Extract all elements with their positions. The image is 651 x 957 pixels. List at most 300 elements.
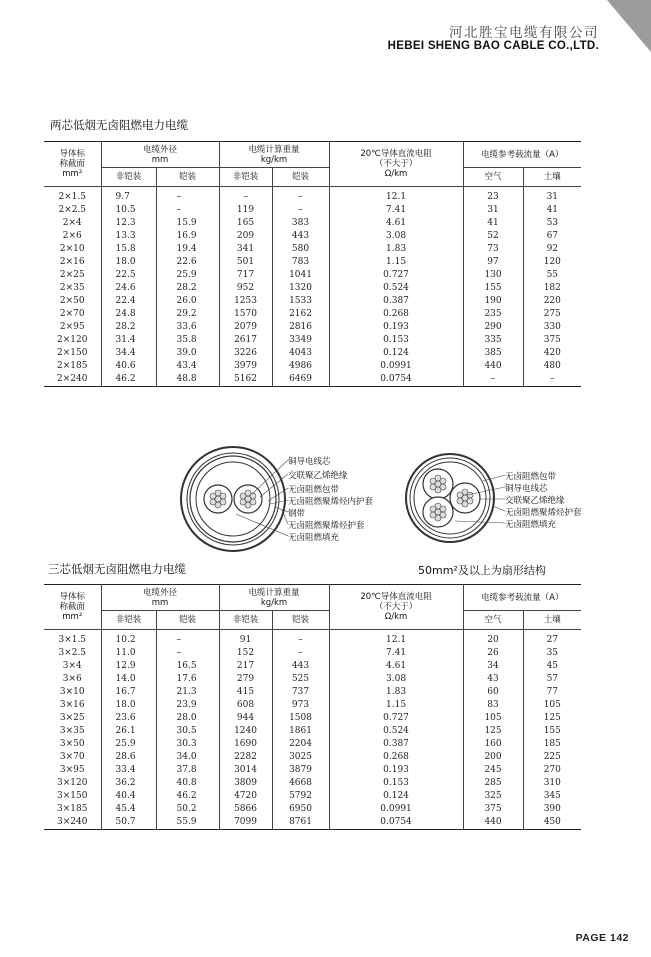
weight-unarmored-cell: –: [219, 191, 272, 204]
od-unarmored-cell: 31.4: [101, 334, 156, 347]
weight-armored-cell: 1533: [272, 295, 329, 308]
ampacity-soil-cell: 345: [523, 790, 581, 803]
od-armored-cell: 55.9: [156, 816, 219, 830]
weight-unarmored-cell: 341: [219, 243, 272, 256]
two-core-cable-diagram: [178, 444, 288, 554]
ampacity-air-cell: 245: [463, 764, 523, 777]
od-armored-cell: 43.4: [156, 360, 219, 373]
conductor-size-cell: 3×16: [59, 700, 85, 710]
conductor-size-cell: 3×4: [62, 661, 82, 671]
ampacity-soil-cell: 57: [523, 673, 581, 686]
dc-resistance-cell: 4.61: [329, 217, 463, 230]
od-unarmored-cell: 10.2: [101, 634, 156, 647]
ampacity-air-cell: 440: [463, 816, 523, 830]
diagram-label: 交联聚乙烯绝缘: [288, 471, 348, 481]
weight-armored-cell: 1041: [272, 269, 329, 282]
ampacity-soil-cell: 125: [523, 712, 581, 725]
weight-armored-cell: 737: [272, 686, 329, 699]
weight-armored-cell: 525: [272, 673, 329, 686]
diagram-label: 无卤阻燃填充: [288, 533, 340, 543]
weight-armored-cell: 2162: [272, 308, 329, 321]
ampacity-soil-cell: 77: [523, 686, 581, 699]
dc-resistance-cell: 0.0991: [329, 360, 463, 373]
three-core-spec-table: [44, 584, 581, 830]
ampacity-air-cell: 60: [463, 686, 523, 699]
table-row: [44, 204, 581, 217]
conductor-size-cell: 3×50: [59, 739, 85, 749]
table-row: [44, 295, 581, 308]
diagram-label: 无卤阻燃填充: [505, 520, 557, 530]
amp-air-header: 空气: [463, 168, 523, 187]
conductor-size-cell: 2×50: [59, 296, 85, 306]
weight-armored-cell: –: [272, 634, 329, 647]
weight-unarmored-cell: 1690: [219, 738, 272, 751]
weight-unarmored-cell: 119: [219, 204, 272, 217]
conductor-size-cell: 2×2.5: [58, 205, 87, 215]
corner-accent: [607, 0, 651, 52]
weight-armored-cell: 443: [272, 660, 329, 673]
ampacity-air-cell: 335: [463, 334, 523, 347]
two-core-spec-table: [44, 141, 581, 387]
od-unarmored-cell: 46.2: [101, 373, 156, 387]
diagram-label: 无卤阻燃包带: [505, 472, 557, 482]
conductor-size-cell: 3×150: [57, 791, 88, 801]
dc-resistance-cell: 3.08: [329, 673, 463, 686]
dc-resistance-cell: 3.08: [329, 230, 463, 243]
dc-resistance-cell: 0.153: [329, 777, 463, 790]
ampacity-air-cell: 160: [463, 738, 523, 751]
diagram-label: 无卤阻燃聚烯烃内护套: [288, 497, 374, 507]
od-unarmored-cell: 40.6: [101, 360, 156, 373]
od-unarmored-cell: 23.6: [101, 712, 156, 725]
conductor-size-cell: 2×6: [62, 231, 82, 241]
ampacity-header: 电缆参考载流量（A）: [463, 585, 581, 611]
ampacity-soil-cell: –: [523, 373, 581, 387]
weight-unarmored-cell: 952: [219, 282, 272, 295]
diagram-label: 无卤阻燃包带: [288, 485, 340, 495]
resistance-header: 20℃导体直流电阻 （不大于） Ω/km: [329, 585, 463, 630]
table-row: [44, 816, 581, 830]
ampacity-air-cell: 385: [463, 347, 523, 360]
dc-resistance-cell: 7.41: [329, 647, 463, 660]
od-unarmored-cell: 40.4: [101, 790, 156, 803]
two-core-title: 两芯低烟无卤阻燃电力电缆: [50, 118, 188, 132]
conductor-size-cell: 2×95: [59, 322, 85, 332]
company-name-cn: 河北胜宝电缆有限公司: [449, 25, 599, 41]
dc-resistance-cell: 0.727: [329, 712, 463, 725]
od-unarmored-cell: 12.9: [101, 660, 156, 673]
table-row: [44, 699, 581, 712]
conductor-size-cell: 3×25: [59, 713, 85, 723]
od-unarmored-cell: 28.6: [101, 751, 156, 764]
table-row: [44, 282, 581, 295]
weight-unarmored-cell: 3226: [219, 347, 272, 360]
od-armored-cell: 15.9: [156, 217, 219, 230]
weight-armored-cell: –: [272, 647, 329, 660]
outer-diameter-header: 电缆外径 mm: [101, 585, 219, 611]
od-unarmored-header: 非铠装: [101, 168, 156, 187]
od-armored-cell: 28.0: [156, 712, 219, 725]
ampacity-soil-cell: 55: [523, 269, 581, 282]
ampacity-soil-cell: 220: [523, 295, 581, 308]
table-row: [44, 217, 581, 230]
weight-unarmored-cell: 4720: [219, 790, 272, 803]
ampacity-air-cell: 20: [463, 634, 523, 647]
weight-armored-cell: 6950: [272, 803, 329, 816]
od-unarmored-cell: 12.3: [101, 217, 156, 230]
ampacity-air-cell: 125: [463, 725, 523, 738]
ampacity-soil-cell: 390: [523, 803, 581, 816]
weight-unarmored-cell: 1240: [219, 725, 272, 738]
weight-unarmored-cell: 415: [219, 686, 272, 699]
ampacity-air-cell: 26: [463, 647, 523, 660]
ampacity-air-cell: 52: [463, 230, 523, 243]
weight-armored-cell: 580: [272, 243, 329, 256]
table-row: [44, 334, 581, 347]
ampacity-soil-cell: 92: [523, 243, 581, 256]
conductor-header: 导体标 称截面 mm²: [44, 585, 101, 630]
od-armored-cell: 17.6: [156, 673, 219, 686]
dc-resistance-cell: 0.0754: [329, 373, 463, 387]
dc-resistance-cell: 4.61: [329, 660, 463, 673]
ampacity-air-cell: 375: [463, 803, 523, 816]
weight-header: 电缆计算重量 kg/km: [219, 585, 329, 611]
table-row: [44, 660, 581, 673]
dc-resistance-cell: 0.727: [329, 269, 463, 282]
weight-armored-cell: 1508: [272, 712, 329, 725]
dc-resistance-cell: 0.387: [329, 738, 463, 751]
od-unarmored-cell: 10.5: [101, 204, 156, 217]
od-unarmored-cell: 24.6: [101, 282, 156, 295]
weight-unarmored-cell: 3809: [219, 777, 272, 790]
od-unarmored-cell: 9.7: [101, 191, 156, 204]
weight-armored-cell: 1320: [272, 282, 329, 295]
od-unarmored-cell: 15.8: [101, 243, 156, 256]
table-row: [44, 347, 581, 360]
company-name-en: HEBEI SHENG BAO CABLE CO.,LTD.: [387, 40, 599, 52]
weight-header: 电缆计算重量 kg/km: [219, 142, 329, 168]
table-row: [44, 243, 581, 256]
dc-resistance-cell: 0.268: [329, 751, 463, 764]
ampacity-air-cell: 440: [463, 360, 523, 373]
ampacity-soil-cell: 27: [523, 634, 581, 647]
weight-unarmored-cell: 1570: [219, 308, 272, 321]
wt-armored-header: 铠装: [272, 168, 329, 187]
ampacity-air-cell: 130: [463, 269, 523, 282]
weight-armored-cell: 1861: [272, 725, 329, 738]
table-row: [44, 712, 581, 725]
ampacity-soil-cell: 45: [523, 660, 581, 673]
dc-resistance-cell: 0.387: [329, 295, 463, 308]
wt-unarmored-header: 非铠装: [219, 168, 272, 187]
dc-resistance-cell: 12.1: [329, 634, 463, 647]
wt-armored-header: 铠装: [272, 611, 329, 630]
ampacity-air-cell: –: [463, 373, 523, 387]
ampacity-header: 电缆参考载流量（A）: [463, 142, 581, 168]
table-row: [44, 308, 581, 321]
dc-resistance-cell: 0.268: [329, 308, 463, 321]
od-unarmored-cell: 18.0: [101, 699, 156, 712]
conductor-size-cell: 3×6: [62, 674, 82, 684]
od-armored-cell: 29.2: [156, 308, 219, 321]
dc-resistance-cell: 0.124: [329, 790, 463, 803]
ampacity-soil-cell: 67: [523, 230, 581, 243]
od-armored-cell: 16.9: [156, 230, 219, 243]
ampacity-soil-cell: 375: [523, 334, 581, 347]
weight-armored-cell: 783: [272, 256, 329, 269]
ampacity-soil-cell: 420: [523, 347, 581, 360]
ampacity-air-cell: 41: [463, 217, 523, 230]
od-unarmored-cell: 22.5: [101, 269, 156, 282]
weight-unarmored-cell: 3979: [219, 360, 272, 373]
amp-soil-header: 土壤: [523, 611, 581, 630]
ampacity-air-cell: 190: [463, 295, 523, 308]
ampacity-air-cell: 23: [463, 191, 523, 204]
dc-resistance-cell: 12.1: [329, 191, 463, 204]
od-armored-cell: 46.2: [156, 790, 219, 803]
ampacity-air-cell: 97: [463, 256, 523, 269]
conductor-size-cell: 3×95: [59, 765, 85, 775]
dc-resistance-cell: 0.0991: [329, 803, 463, 816]
page-number: PAGE 142: [575, 932, 629, 944]
od-unarmored-cell: 28.2: [101, 321, 156, 334]
od-armored-cell: 21.3: [156, 686, 219, 699]
od-unarmored-cell: 34.4: [101, 347, 156, 360]
weight-armored-cell: 3025: [272, 751, 329, 764]
ampacity-air-cell: 31: [463, 204, 523, 217]
od-unarmored-cell: 16.7: [101, 686, 156, 699]
od-armored-cell: 50.2: [156, 803, 219, 816]
ampacity-soil-cell: 155: [523, 725, 581, 738]
weight-armored-cell: –: [272, 204, 329, 217]
ampacity-air-cell: 73: [463, 243, 523, 256]
od-unarmored-header: 非铠装: [101, 611, 156, 630]
ampacity-air-cell: 83: [463, 699, 523, 712]
weight-armored-cell: 8761: [272, 816, 329, 830]
ampacity-soil-cell: 41: [523, 204, 581, 217]
weight-armored-cell: 3879: [272, 764, 329, 777]
weight-unarmored-cell: 279: [219, 673, 272, 686]
weight-unarmored-cell: 152: [219, 647, 272, 660]
ampacity-soil-cell: 275: [523, 308, 581, 321]
diagram-label: 铜导电线芯: [288, 457, 331, 467]
od-unarmored-cell: 36.2: [101, 777, 156, 790]
od-armored-cell: 16.5: [156, 660, 219, 673]
od-armored-cell: 30.5: [156, 725, 219, 738]
table-row: [44, 269, 581, 282]
table-row: [44, 191, 581, 204]
od-armored-header: 铠装: [156, 168, 219, 187]
od-unarmored-cell: 18.0: [101, 256, 156, 269]
weight-armored-cell: 4668: [272, 777, 329, 790]
od-unarmored-cell: 26.1: [101, 725, 156, 738]
weight-armored-cell: 443: [272, 230, 329, 243]
weight-armored-cell: –: [272, 191, 329, 204]
weight-armored-cell: 5792: [272, 790, 329, 803]
diagram-label: 钢带: [288, 509, 306, 519]
table-row: [44, 777, 581, 790]
conductor-size-cell: 2×150: [57, 348, 88, 358]
ampacity-soil-cell: 185: [523, 738, 581, 751]
od-armored-cell: –: [156, 647, 219, 660]
ampacity-air-cell: 155: [463, 282, 523, 295]
ampacity-soil-cell: 480: [523, 360, 581, 373]
od-armored-cell: 19.4: [156, 243, 219, 256]
weight-unarmored-cell: 2079: [219, 321, 272, 334]
dc-resistance-cell: 0.524: [329, 725, 463, 738]
od-armored-cell: 25.9: [156, 269, 219, 282]
conductor-size-cell: 2×240: [57, 374, 88, 384]
conductor-size-cell: 2×1.5: [58, 192, 87, 202]
ampacity-air-cell: 43: [463, 673, 523, 686]
table-row: [44, 647, 581, 660]
table-row: [44, 751, 581, 764]
conductor-size-cell: 3×2.5: [58, 648, 87, 658]
od-armored-cell: –: [156, 191, 219, 204]
od-armored-header: 铠装: [156, 611, 219, 630]
conductor-size-cell: 2×4: [62, 218, 82, 228]
od-unarmored-cell: 33.4: [101, 764, 156, 777]
od-armored-cell: 30.3: [156, 738, 219, 751]
wt-unarmored-header: 非铠装: [219, 611, 272, 630]
ampacity-soil-cell: 270: [523, 764, 581, 777]
weight-unarmored-cell: 5866: [219, 803, 272, 816]
ampacity-soil-cell: 120: [523, 256, 581, 269]
ampacity-soil-cell: 105: [523, 699, 581, 712]
ampacity-air-cell: 290: [463, 321, 523, 334]
conductor-size-cell: 2×185: [57, 361, 88, 371]
weight-armored-cell: 973: [272, 699, 329, 712]
conductor-size-cell: 3×120: [57, 778, 88, 788]
table-row: [44, 790, 581, 803]
od-unarmored-cell: 24.8: [101, 308, 156, 321]
dc-resistance-cell: 0.153: [329, 334, 463, 347]
conductor-size-cell: 3×1.5: [58, 635, 87, 645]
conductor-size-cell: 3×185: [57, 804, 88, 814]
dc-resistance-cell: 1.15: [329, 699, 463, 712]
three-core-cable-diagram: [405, 451, 505, 546]
table-row: [44, 725, 581, 738]
table-row: [44, 634, 581, 647]
od-armored-cell: 48.8: [156, 373, 219, 387]
amp-air-header: 空气: [463, 611, 523, 630]
od-unarmored-cell: 14.0: [101, 673, 156, 686]
weight-armored-cell: 2204: [272, 738, 329, 751]
ampacity-soil-cell: 31: [523, 191, 581, 204]
conductor-size-cell: 2×70: [59, 309, 85, 319]
weight-armored-cell: 2816: [272, 321, 329, 334]
od-armored-cell: 33.6: [156, 321, 219, 334]
od-armored-cell: 37.8: [156, 764, 219, 777]
weight-unarmored-cell: 217: [219, 660, 272, 673]
sector-shape-note: 50mm²及以上为扇形结构: [418, 564, 546, 577]
od-armored-cell: 28.2: [156, 282, 219, 295]
ampacity-soil-cell: 450: [523, 816, 581, 830]
conductor-size-cell: 3×35: [59, 726, 85, 736]
table-row: [44, 803, 581, 816]
od-armored-cell: 35.8: [156, 334, 219, 347]
ampacity-air-cell: 105: [463, 712, 523, 725]
table-row: [44, 764, 581, 777]
ampacity-air-cell: 325: [463, 790, 523, 803]
od-unarmored-cell: 25.9: [101, 738, 156, 751]
weight-unarmored-cell: 944: [219, 712, 272, 725]
od-armored-cell: –: [156, 634, 219, 647]
ampacity-soil-cell: 35: [523, 647, 581, 660]
weight-unarmored-cell: 2617: [219, 334, 272, 347]
weight-armored-cell: 4986: [272, 360, 329, 373]
od-armored-cell: 26.0: [156, 295, 219, 308]
outer-diameter-header: 电缆外径 mm: [101, 142, 219, 168]
od-unarmored-cell: 13.3: [101, 230, 156, 243]
ampacity-soil-cell: 225: [523, 751, 581, 764]
conductor-size-cell: 3×240: [57, 817, 88, 827]
weight-armored-cell: 4043: [272, 347, 329, 360]
dc-resistance-cell: 1.83: [329, 686, 463, 699]
diagram-label: 无卤阻燃聚烯烃护套: [505, 508, 582, 518]
dc-resistance-cell: 0.524: [329, 282, 463, 295]
ampacity-soil-cell: 182: [523, 282, 581, 295]
table-row: [44, 673, 581, 686]
weight-unarmored-cell: 5162: [219, 373, 272, 387]
weight-unarmored-cell: 717: [219, 269, 272, 282]
table-row: [44, 321, 581, 334]
ampacity-soil-cell: 330: [523, 321, 581, 334]
od-armored-cell: 34.0: [156, 751, 219, 764]
weight-unarmored-cell: 608: [219, 699, 272, 712]
od-armored-cell: 40.8: [156, 777, 219, 790]
conductor-size-cell: 3×10: [59, 687, 85, 697]
conductor-header: 导体标 称截面 mm²: [44, 142, 101, 187]
table-row: [44, 256, 581, 269]
table-row: [44, 686, 581, 699]
conductor-size-cell: 2×25: [59, 270, 85, 280]
od-unarmored-cell: 50.7: [101, 816, 156, 830]
table-row: [44, 373, 581, 387]
diagram-label: 交联聚乙烯绝缘: [505, 496, 565, 506]
dc-resistance-cell: 0.193: [329, 764, 463, 777]
table-row: [44, 230, 581, 243]
weight-armored-cell: 3349: [272, 334, 329, 347]
conductor-size-cell: 2×120: [57, 335, 88, 345]
ampacity-soil-cell: 53: [523, 217, 581, 230]
amp-soil-header: 土壤: [523, 168, 581, 187]
weight-unarmored-cell: 165: [219, 217, 272, 230]
weight-unarmored-cell: 2282: [219, 751, 272, 764]
conductor-size-cell: 2×16: [59, 257, 85, 267]
od-armored-cell: 23.9: [156, 699, 219, 712]
od-unarmored-cell: 45.4: [101, 803, 156, 816]
diagram-label: 铜导电线芯: [505, 484, 548, 494]
weight-armored-cell: 6469: [272, 373, 329, 387]
dc-resistance-cell: 1.83: [329, 243, 463, 256]
ampacity-air-cell: 285: [463, 777, 523, 790]
ampacity-air-cell: 200: [463, 751, 523, 764]
dc-resistance-cell: 1.15: [329, 256, 463, 269]
od-unarmored-cell: 22.4: [101, 295, 156, 308]
conductor-size-cell: 2×10: [59, 244, 85, 254]
weight-unarmored-cell: 91: [219, 634, 272, 647]
dc-resistance-cell: 0.0754: [329, 816, 463, 830]
weight-armored-cell: 383: [272, 217, 329, 230]
table-row: [44, 360, 581, 373]
dc-resistance-cell: 0.193: [329, 321, 463, 334]
ampacity-air-cell: 34: [463, 660, 523, 673]
weight-unarmored-cell: 501: [219, 256, 272, 269]
ampacity-soil-cell: 310: [523, 777, 581, 790]
od-armored-cell: 22.6: [156, 256, 219, 269]
conductor-size-cell: 3×70: [59, 752, 85, 762]
